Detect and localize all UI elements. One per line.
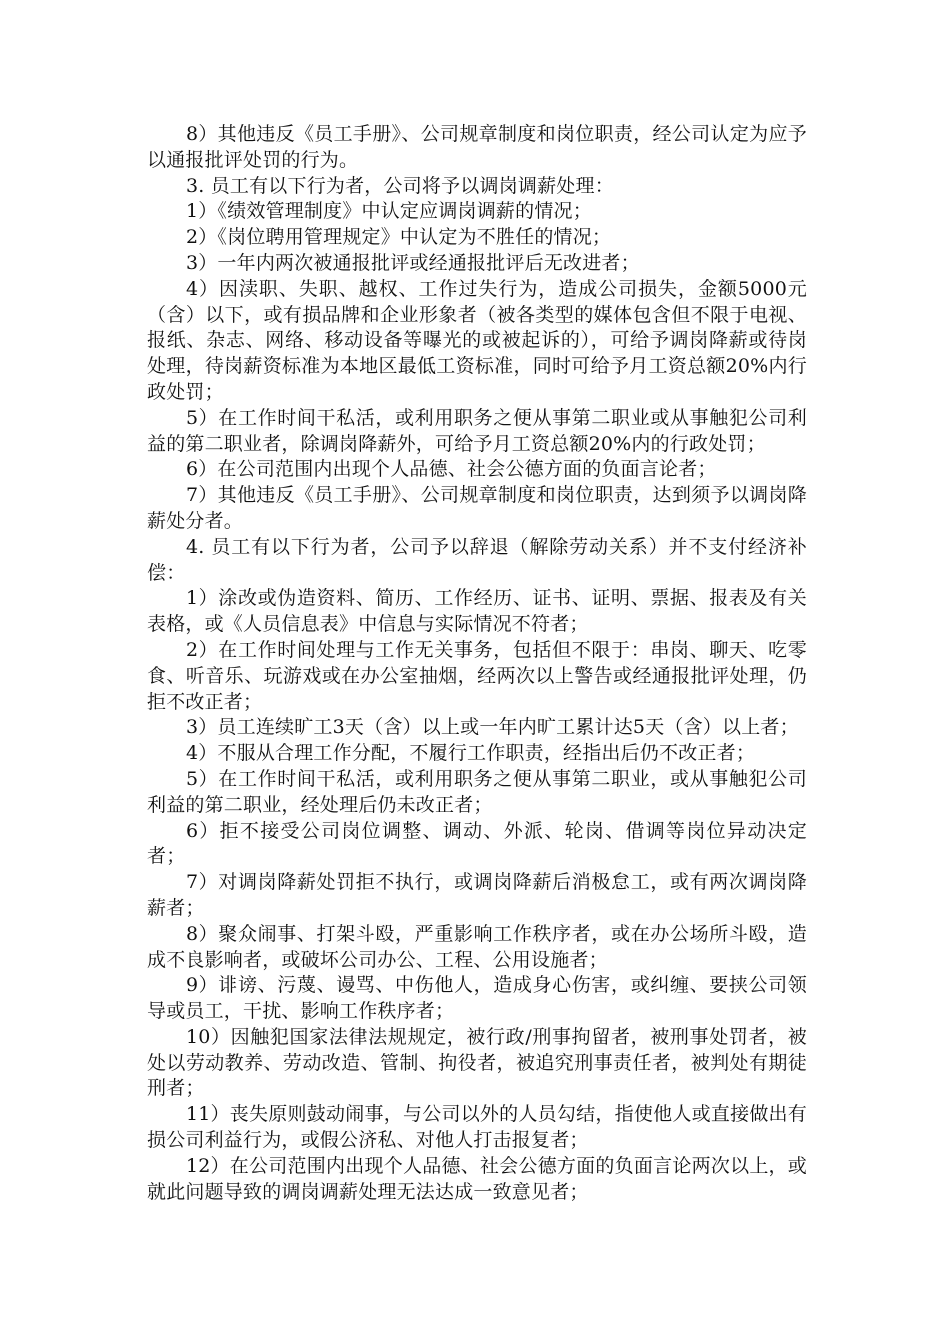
paragraph-item-4-2: 2）在工作时间处理与工作无关事务，包括但不限于：串岗、聊天、吃零食、听音乐、玩游戏或在办公室抽烟，经两次以上警告或经通报批评处理，仍拒不改正者；	[147, 638, 807, 713]
section-3-heading: 3. 员工有以下行为者，公司将予以调岗调薪处理：	[185, 174, 614, 197]
paragraph-item-8-notice: 8）其他违反《员工手册》、公司规章制度和岗位职责，经公司认定为应予以通报批评处罚的行为。	[147, 123, 807, 171]
paragraph-item-3-6: 6）在公司范围内出现个人品德、社会公德方面的负面言论者；	[185, 458, 717, 481]
section-4-heading: 4. 员工有以下行为者，公司予以辞退（解除劳动关系）并不支付经济补偿：	[147, 535, 807, 584]
paragraph-item-3-2: 2）《岗位聘用管理规定》中认定为不胜任的情况；	[185, 226, 612, 249]
paragraph-item-4-12: 12）在公司范围内出现个人品德、社会公德方面的负面言论两次以上，或就此问题导致的调岗调薪处理无法达成一致意见者；	[147, 1154, 807, 1203]
paragraph-item-4-3: 3）员工连续旷工3天（含）以上或一年内旷工累计达5天（含）以上者；	[185, 716, 799, 739]
paragraph-item-4-5: 5）在工作时间干私活，或利用职务之便从事第二职业，或从事触犯公司利益的第二职业，经处理后仍未改正者；	[147, 767, 807, 816]
paragraph-item-3-1: 1）《绩效管理制度》中认定应调岗调薪的情况；	[185, 200, 592, 223]
document-page	[147, 122, 807, 1205]
paragraph-item-3-5: 5）在工作时间干私活，或利用职务之便从事第二职业或从事触犯公司利益的第二职业者，除调岗降薪外，可给予月工资总额20%内的行政处罚；	[147, 406, 807, 455]
paragraph-item-3-3: 3）一年内两次被通报批评或经通报批评后无改进者；	[185, 251, 640, 274]
paragraph-item-4-1: 1）涂改或伪造资料、简历、工作经历、证书、证明、票据、报表及有关表格，或《人员信息表》中信息与实际情况不符者；	[147, 587, 807, 636]
paragraph-item-4-10: 10）因触犯国家法律法规规定，被行政/刑事拘留者，被刑事处罚者，被处以劳动教养、劳动改造、管制、拘役者，被追究刑事责任者，被判处有期徒刑者；	[147, 1025, 807, 1100]
paragraph-item-4-8: 8）聚众闹事、打架斗殴，严重影响工作秩序者，或在办公场所斗殴，造成不良影响者，或破坏公司办公、工程、公用设施者；	[147, 922, 807, 971]
paragraph-item-3-7: 7）其他违反《员工手册》、公司规章制度和岗位职责，达到须予以调岗降薪处分者。	[147, 484, 807, 532]
paragraph-item-4-9: 9）诽谤、污蔑、谩骂、中伤他人，造成身心伤害，或纠缠、要挟公司领导或员工，干扰、影响工作秩序者；	[147, 974, 807, 1023]
paragraph-item-3-4: 4）因渎职、失职、越权、工作过失行为，造成公司损失，金额5000元（含）以下，或有损品牌和企业形象者（被各类型的媒体包含但不限于电视、报纸、杂志、网络、移动设备等曝光的或被起诉的），可给予调岗降薪或待岗处理，待岗薪资标准为本地区最低工资标准，同时可给予月工资总额20%内行政处罚；	[147, 277, 807, 403]
paragraph-item-4-4: 4）不服从合理工作分配，不履行工作职责，经指出后仍不改正者；	[185, 742, 756, 765]
paragraph-item-4-7: 7）对调岗降薪处罚拒不执行，或调岗降薪后消极怠工，或有两次调岗降薪者；	[147, 871, 807, 919]
paragraph-item-4-6: 6）拒不接受公司岗位调整、调动、外派、轮岗、借调等岗位异动决定者；	[147, 819, 807, 868]
paragraph-item-4-11: 11）丧失原则鼓动闹事，与公司以外的人员勾结，指使他人或直接做出有损公司利益行为，或假公济私、对他人打击报复者；	[147, 1103, 807, 1152]
